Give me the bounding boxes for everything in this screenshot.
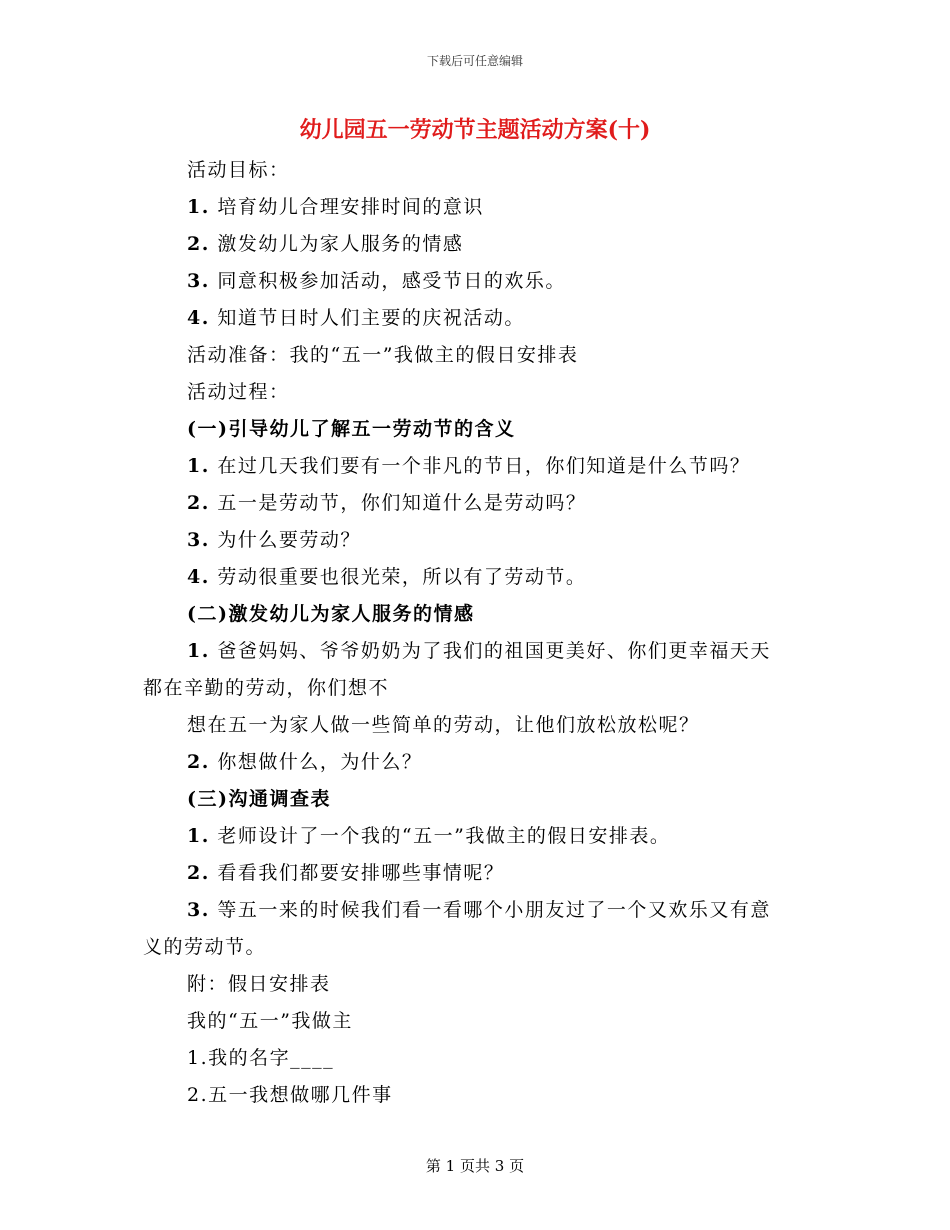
item-text: 爸爸妈妈、爷爷奶奶为了我们的祖国更美好、你们更幸福天天 xyxy=(217,640,771,662)
item-number: 4. xyxy=(187,566,210,588)
goal-number: 2. xyxy=(187,233,210,255)
section-2-item-1-line-3: 想在五一为家人做一些简单的劳动，让他们放松放松呢？ xyxy=(187,714,700,736)
section-1-item-3 xyxy=(143,522,811,559)
section-3-item-3-line-2: 义的劳动节。 xyxy=(143,936,267,958)
goal-item-1 xyxy=(143,189,811,226)
section-2-item-1-line-1 xyxy=(143,633,811,670)
item-number: 2. xyxy=(187,492,210,514)
goal-text: 知道节日时人们主要的庆祝活动。 xyxy=(217,307,525,329)
item-text: 你想做什么，为什么？ xyxy=(217,751,423,773)
item-text: 看看我们都要安排哪些事情呢？ xyxy=(217,862,505,884)
section-2-heading: (二)激发幼儿为家人服务的情感 xyxy=(187,603,475,625)
section-2-item-2 xyxy=(143,744,811,781)
item-number: 3. xyxy=(187,529,210,551)
goal-number: 1. xyxy=(187,196,210,218)
section-1-item-2 xyxy=(143,485,811,522)
document-body xyxy=(143,152,811,1114)
document-title: 幼儿园五一劳动节主题活动方案(十) xyxy=(299,117,651,143)
section-2-item-1-line-2: 都在辛勤的劳动，你们想不 xyxy=(143,677,390,699)
item-number: 2. xyxy=(187,862,210,884)
item-text: 老师设计了一个我的“五一”我做主的假日安排表。 xyxy=(217,825,671,847)
item-number: 1. xyxy=(187,640,210,662)
goal-item-2 xyxy=(143,226,811,263)
goal-text: 激发幼儿为家人服务的情感 xyxy=(217,233,464,255)
goal-text: 同意积极参加活动，感受节日的欢乐。 xyxy=(217,270,566,292)
section-3-item-1 xyxy=(143,818,811,855)
appendix-label: 附：假日安排表 xyxy=(187,973,331,995)
section-3-item-2 xyxy=(143,855,811,892)
section-1-item-4 xyxy=(143,559,811,596)
item-text: 等五一来的时候我们看一看哪个小朋友过了一个又欢乐又有意 xyxy=(217,899,771,921)
item-text: 劳动很重要也很光荣，所以有了劳动节。 xyxy=(217,566,587,588)
page-header-note: 下载后可任意编辑 xyxy=(426,54,523,68)
page-footer-number: 第 1 页共 3 页 xyxy=(425,1157,525,1175)
goal-item-3 xyxy=(143,263,811,300)
section-1-item-1 xyxy=(143,448,811,485)
goal-item-4 xyxy=(143,300,811,337)
appendix-question-1: 1.我的名字____ xyxy=(187,1047,335,1069)
goals-heading: 活动目标： xyxy=(187,159,290,181)
appendix-question-2: 2.五一我想做哪几件事 xyxy=(187,1084,393,1106)
section-3-heading: (三)沟通调查表 xyxy=(187,788,331,810)
item-text: 为什么要劳动？ xyxy=(217,529,361,551)
item-number: 2. xyxy=(187,751,210,773)
item-text: 在过几天我们要有一个非凡的节日，你们知道是什么节吗？ xyxy=(217,455,751,477)
goal-text: 培育幼儿合理安排时间的意识 xyxy=(217,196,484,218)
item-number: 1. xyxy=(187,825,210,847)
section-1-heading: (一)引导幼儿了解五一劳动节的含义 xyxy=(187,418,516,440)
process-heading: 活动过程： xyxy=(187,381,290,403)
section-3-item-3-line-1 xyxy=(143,892,811,929)
goal-number: 3. xyxy=(187,270,210,292)
goal-number: 4. xyxy=(187,307,210,329)
item-text: 五一是劳动节，你们知道什么是劳动吗？ xyxy=(217,492,587,514)
appendix-sheet-title: 我的“五一”我做主 xyxy=(187,1010,353,1032)
item-number: 1. xyxy=(187,455,210,477)
preparation-line: 活动准备：我的“五一”我做主的假日安排表 xyxy=(187,344,579,366)
item-number: 3. xyxy=(187,899,210,921)
